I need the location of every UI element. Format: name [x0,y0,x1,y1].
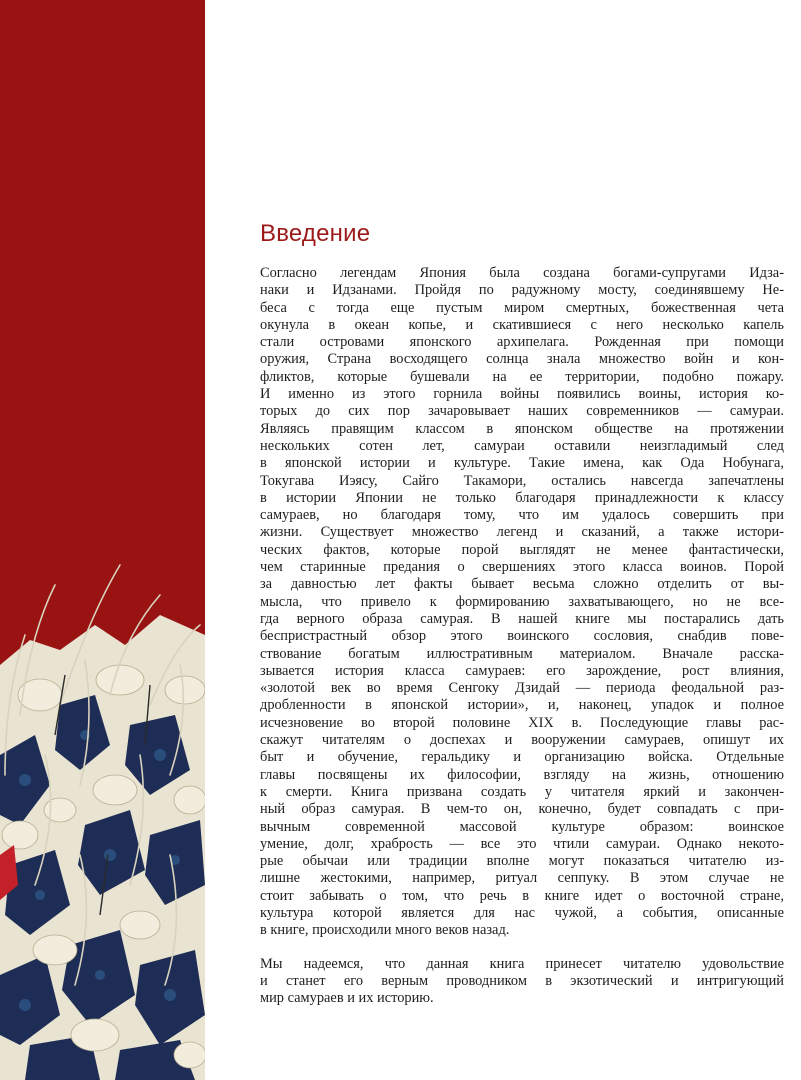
body-text [260,265,784,1007]
samurai-army-illustration [0,555,205,1080]
paragraph-gap [260,940,784,956]
paragraph-1-line: чем старинные предания о свершениях этого класса воинов. Порой [260,559,784,576]
paragraph-1-line: исчезновение во второй половине XIX в. Последующие главы рас- [260,714,784,731]
paragraph-2-line: и станет его верным проводником в экзотический и интригующий [260,972,784,989]
paragraph-1-line: скажут читателям о доспехах и вооружении самураев, опишут их [260,732,784,749]
paragraph-1-line: ческих фактов, которые порой выглядят не менее фантастически, [260,541,784,558]
paragraph-1-line: Согласно легендам Япония была создана богами-супругами Идза- [260,265,784,281]
paragraph-1-line: в истории Японии не только благодаря принадлежности к классу [260,489,784,506]
paragraph-1-line: «золотой век во время Сенгоку Дзидай — периода феодальной раз- [260,680,784,697]
paragraph-1-line: торых до сих пор зачаровывает наших современников — самураи. [260,403,784,420]
paragraph-1-line: стали островами японского архипелага. Рожденная при помощи [260,334,784,351]
paragraph-1-line: самураев, но благодаря тому, что им удалось совершить при [260,507,784,524]
paragraph-1-line: оружия, Страна восходящего солнца знала множество войн и кон- [260,351,784,368]
paragraph-1-line: беса с тогда еще пустым миром смертных, божественная чета [260,299,784,316]
paragraph-1-line: наки и Идзанами. Пройдя по радужному мосту, соединявшему Не- [260,282,784,299]
paragraph-1-line: гда верного образа самурая. В нашей книге мы постарались дать [260,610,784,627]
paragraph-1-line: в японской истории и культуре. Такие имена, как Ода Нобунага, [260,455,784,472]
paragraph-2-line: Мы надеемся, что данная книга принесет читателю удовольствие [260,955,784,972]
paragraph-1-line: лишне жестокими, например, ритуал сеппуку. В этом случае не [260,870,784,887]
paragraph-1-line: культура которой является для нас чужой, а события, описанные [260,904,784,921]
paragraph-1-line: рые обычаи или традиции вполне могут показаться читателю из- [260,853,784,870]
paragraph-1-line: быт и обучение, геральдику и организацию войска. Отдельные [260,749,784,766]
paragraph-1-line: Токугава Иэясу, Сайго Такамори, остались навсегда запечатлены [260,472,784,489]
paragraph-1-line: нескольких сотен лет, самураи оставили неизгладимый след [260,437,784,454]
paragraph-1-line: умение, долг, храбрость — все это чтили самураи. Однако некото- [260,835,784,852]
paragraph-1-line: зывается история класса самураев: его зарождение, рост влияния, [260,662,784,679]
red-sidebar [0,0,205,1080]
paragraph-1-line: жизни. Существует множество легенд и сказаний, а также истори- [260,524,784,541]
paragraph-1-line: к смерти. Книга призвана создать у читателя яркий и закончен- [260,783,784,800]
paragraph-1-line: фликтов, которые бушевали на ее территории, подобно пожару. [260,368,784,385]
paragraph-1-line: за давностью лет факты бывает весьма сложно отделить от вы- [260,576,784,593]
paragraph-1-line: стоит забывать о том, что речь в книге идет о восточной стране, [260,887,784,904]
page-title: Введение [260,220,371,247]
paragraph-1-line: ствование богатым иллюстративным материалом. Вначале расска- [260,645,784,662]
paragraph-1-line: И именно из этого горнила войны появились воины, история ко- [260,386,784,403]
paragraph-1-line: беспристрастный обзор этого воинского сословия, снабдив пове- [260,628,784,645]
paragraph-1-line: в книге, происходили много веков назад. [260,922,510,939]
paragraph-1-line: окунула в океан копье, и скатившиеся с него несколько капель [260,316,784,333]
paragraph-1-line: ный образ самурая. В чем-то он, конечно, будет совпадать с при- [260,801,784,818]
paragraph-1-line: мысла, что привело к формированию захватывающего, но не все- [260,593,784,610]
paragraph-1-line: главы посвящены их философии, взгляду на жизнь, отношению [260,766,784,783]
paragraph-2-line: мир самураев и их историю. [260,990,434,1007]
paragraph-1-line: вычным современной массовой культуре образом: воинское [260,818,784,835]
paragraph-1-line: дробленности в японской истории», и, наконец, упадок и полное [260,697,784,714]
paragraph-1-line: Являясь правящим классом в японском обществе на протяжении [260,420,784,437]
